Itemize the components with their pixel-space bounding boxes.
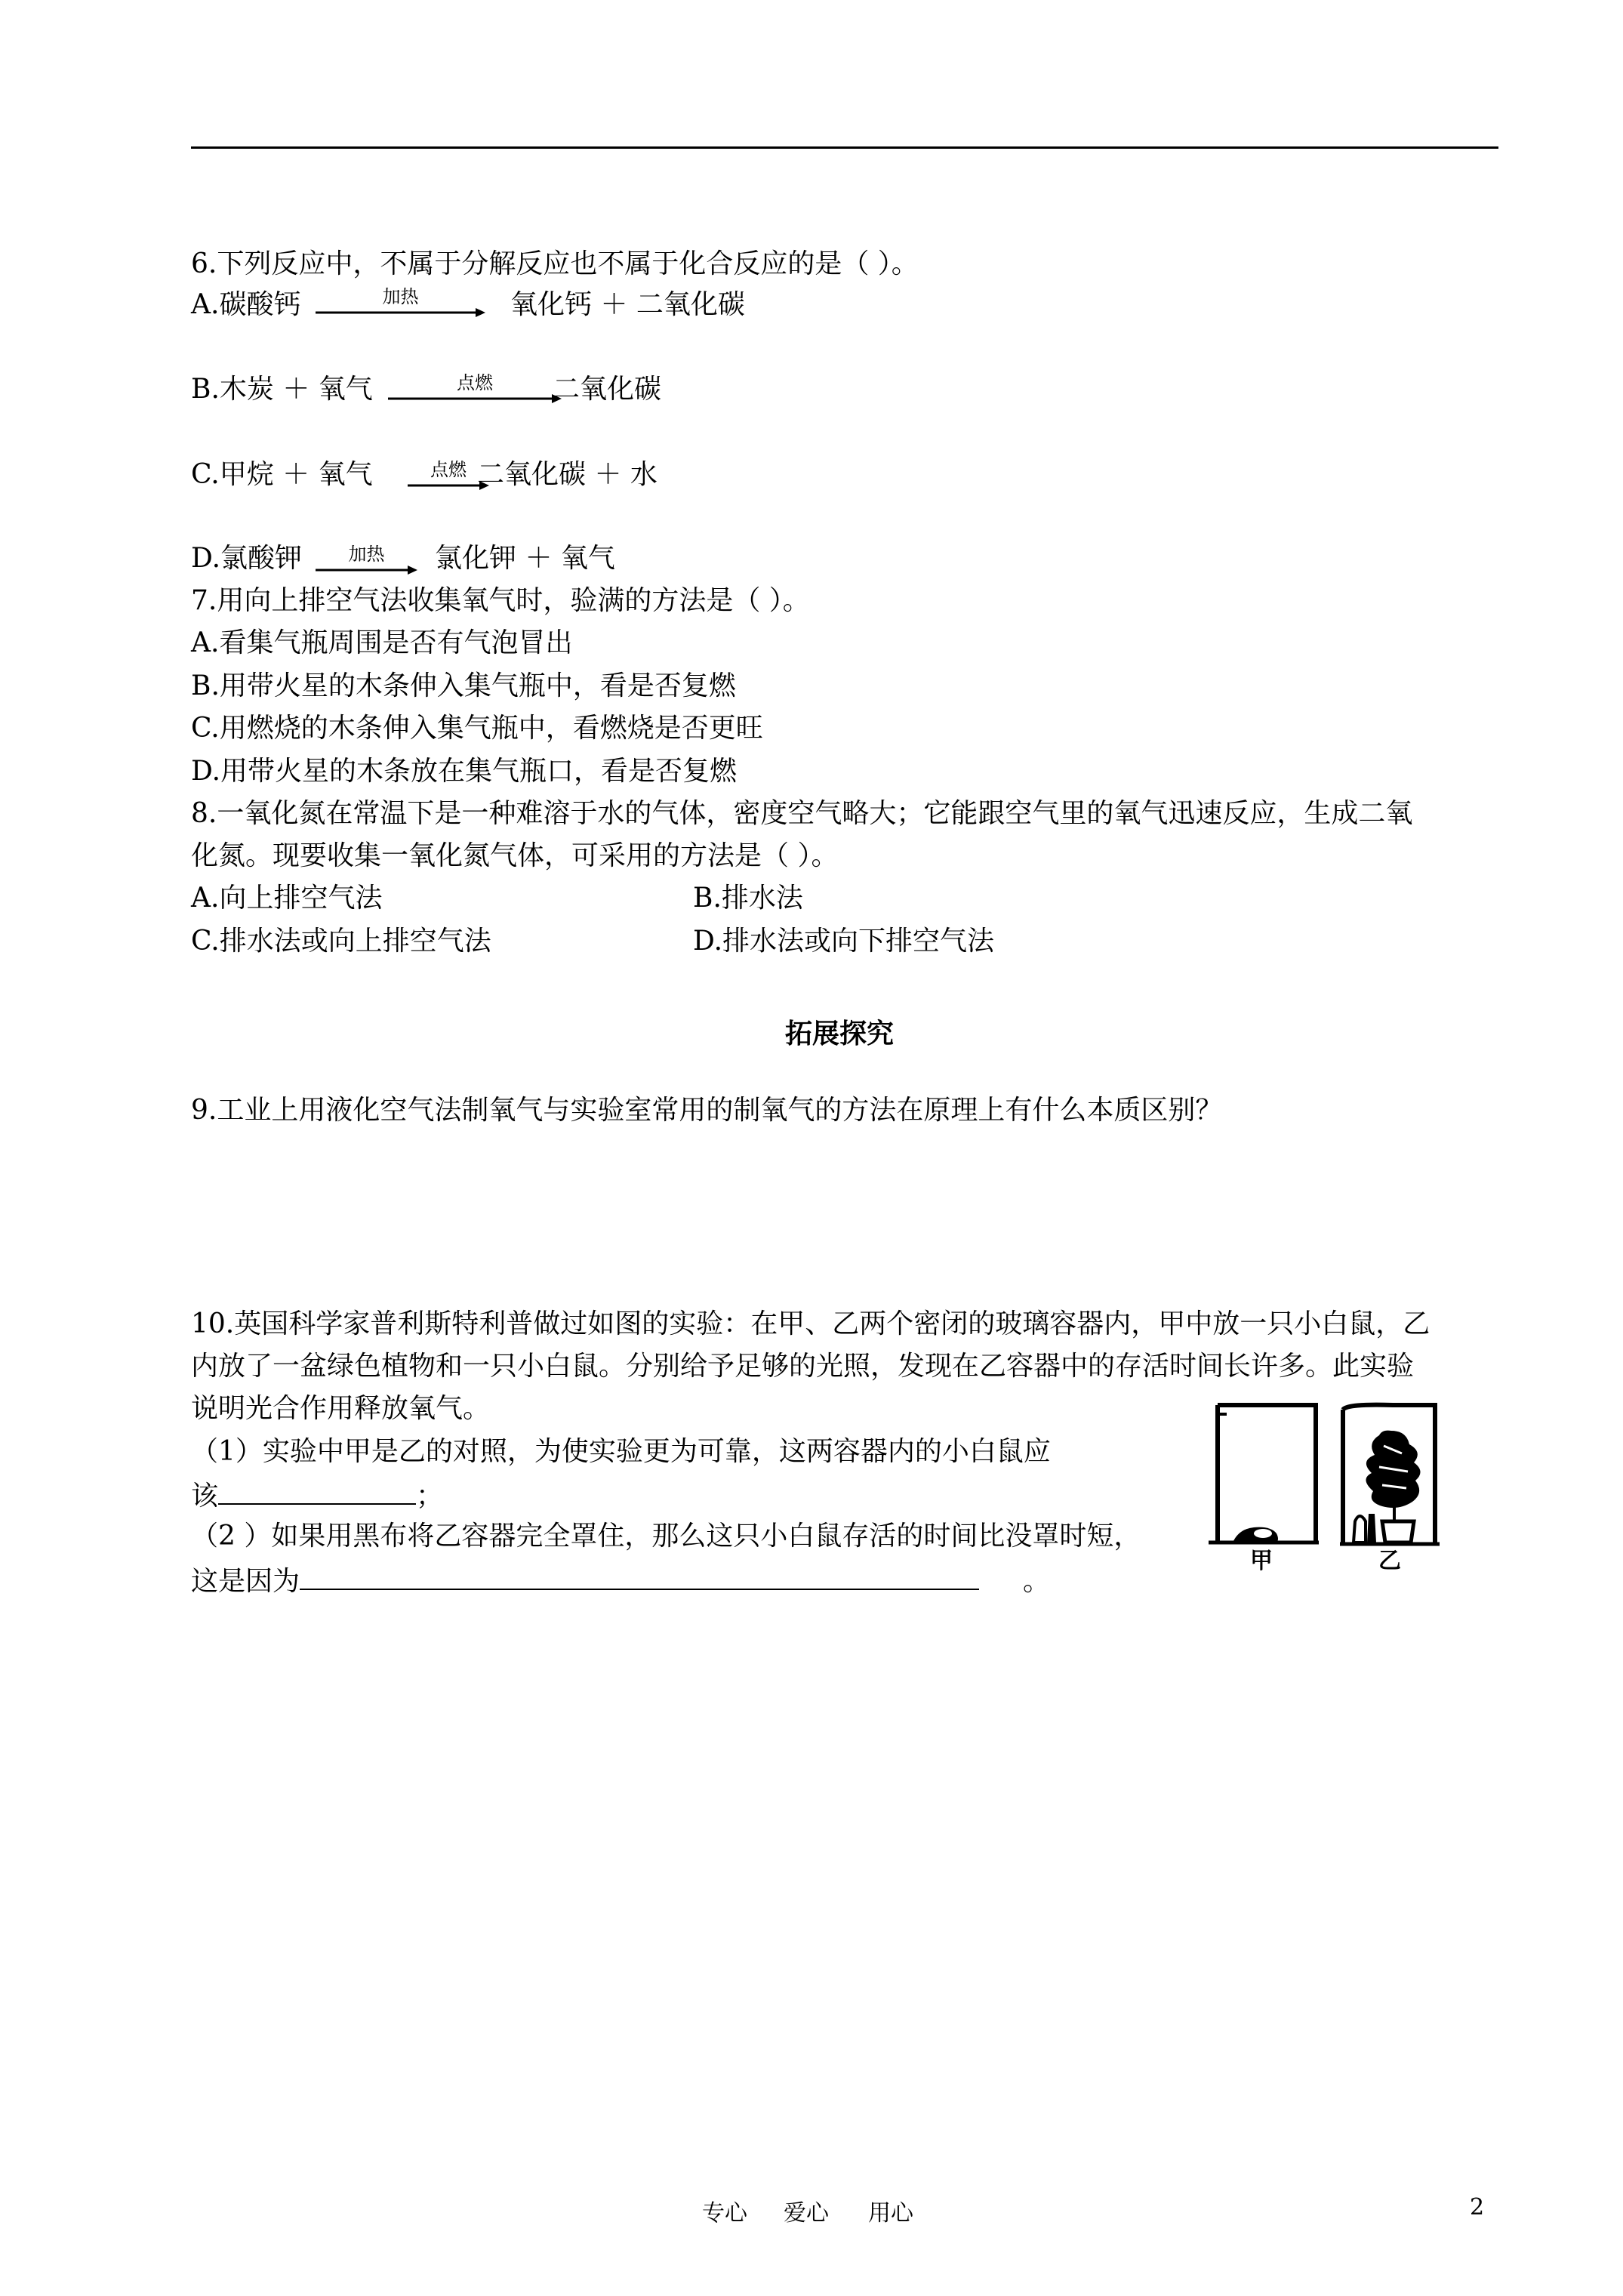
q10-sub1-line1: （1）实验中甲是乙的对照，为使实验更为可靠，这两容器内的小白鼠应 <box>191 1436 1051 1467</box>
q6-option-b-reactants: B.木炭 ＋ 氧气 <box>191 374 373 405</box>
q7-option-c: C.用燃烧的木条伸入集气瓶中，看燃烧是否更旺 <box>191 713 763 744</box>
container-yi <box>1340 1405 1440 1544</box>
q6-option-b-arrow <box>388 374 562 404</box>
q6-option-a-products: 氧化钙 ＋ 二氧化碳 <box>510 289 745 320</box>
q6-stem: 6.下列反应中，不属于分解反应也不属于化合反应的是（ ）。 <box>191 248 919 279</box>
q7-stem: 7.用向上排空气法收集氧气时，验满的方法是（ ）。 <box>191 585 810 616</box>
q6-option-a-arrow <box>316 288 485 318</box>
figure-label-yi: 乙 <box>1378 1548 1401 1570</box>
q7-option-b: B.用带火星的木条伸入集气瓶中，看是否复燃 <box>191 670 736 701</box>
reaction-condition: 加热 <box>382 286 419 307</box>
q8-option-a: A.向上排空气法 <box>191 883 383 914</box>
q6-option-c-products: 二氧化碳 ＋ 水 <box>477 459 658 490</box>
reaction-condition: 加热 <box>348 544 385 565</box>
container-jia <box>1209 1405 1319 1542</box>
reaction-arrow-icon <box>316 307 485 318</box>
q10-sub1-suffix: ； <box>416 1481 444 1512</box>
q8-option-b: B.排水法 <box>693 883 803 914</box>
section-title: 拓展探究 <box>785 1018 895 1049</box>
reaction-condition: 点燃 <box>430 459 467 480</box>
q9-stem: 9.工业上用液化空气法制氧气与实验室常用的制氧气的方法在原理上有什么本质区别？ <box>191 1095 1223 1126</box>
q7-option-d: D.用带火星的木条放在集气瓶口，看是否复燃 <box>191 756 738 787</box>
page-number: 2 <box>1470 2194 1485 2220</box>
reaction-arrow-icon <box>388 393 562 404</box>
footer-motto-1: 专心 <box>702 2200 747 2227</box>
q8-option-d: D.排水法或向下排空气法 <box>693 926 995 957</box>
q8-option-c: C.排水法或向上排空气法 <box>191 926 491 957</box>
q10-sub1-prefix: 该 <box>191 1481 219 1512</box>
q6-option-d-reactants: D.氯酸钾 <box>191 543 303 574</box>
reaction-condition: 点燃 <box>457 372 493 393</box>
answer-blank-1[interactable] <box>218 1481 416 1505</box>
footer-motto-2: 爱心 <box>784 2200 829 2227</box>
reaction-arrow-icon <box>316 565 417 575</box>
q10-sub1-line2 <box>191 1481 443 1510</box>
q10-line1: 10.英国科学家普利斯特利普做过如图的实验：在甲、乙两个密闭的玻璃容器内，甲中放一只小白鼠，乙 <box>191 1308 1431 1339</box>
q10-line3: 说明光合作用释放氧气。 <box>191 1393 491 1424</box>
q6-option-a-reactants: A.碳酸钙 <box>191 289 301 320</box>
answer-blank-2[interactable] <box>300 1566 979 1590</box>
q6-option-d-products: 氯化钾 ＋ 氧气 <box>435 543 615 574</box>
q8-stem-line1: 8.一氧化氮在常温下是一种难溶于水的气体，密度空气略大；它能跟空气里的氧气迅速反应，生成二氧 <box>191 798 1413 829</box>
q10-line2: 内放了一盆绿色植物和一只小白鼠。分别给予足够的光照，发现在乙容器中的存活时间长许多。此实验 <box>191 1351 1415 1382</box>
q10-sub2-line1: （2 ）如果用黑布将乙容器完全罩住，那么这只小白鼠存活的时间比没罩时短， <box>191 1521 1141 1552</box>
q10-sub2-line2 <box>191 1566 1050 1595</box>
q8-stem-line2: 化氮。现要收集一氧化氮气体，可采用的方法是（ ）。 <box>191 840 839 871</box>
figure-label-jia: 甲 <box>1250 1548 1273 1570</box>
header-rule <box>191 146 1498 149</box>
q6-option-c-reactants: C.甲烷 ＋ 氧气 <box>191 459 373 490</box>
footer-motto-3: 用心 <box>868 2200 913 2227</box>
q6-option-b-products: 二氧化碳 <box>553 374 662 405</box>
q10-sub2-suffix: 。 <box>1023 1566 1051 1597</box>
q10-sub2-prefix: 这是因为 <box>191 1566 300 1597</box>
experiment-figure <box>1204 1401 1502 1570</box>
q7-option-a: A.看集气瓶周围是否有气泡冒出 <box>191 627 573 658</box>
mouse-icon <box>1354 1514 1376 1542</box>
q6-option-d-arrow <box>316 545 417 575</box>
